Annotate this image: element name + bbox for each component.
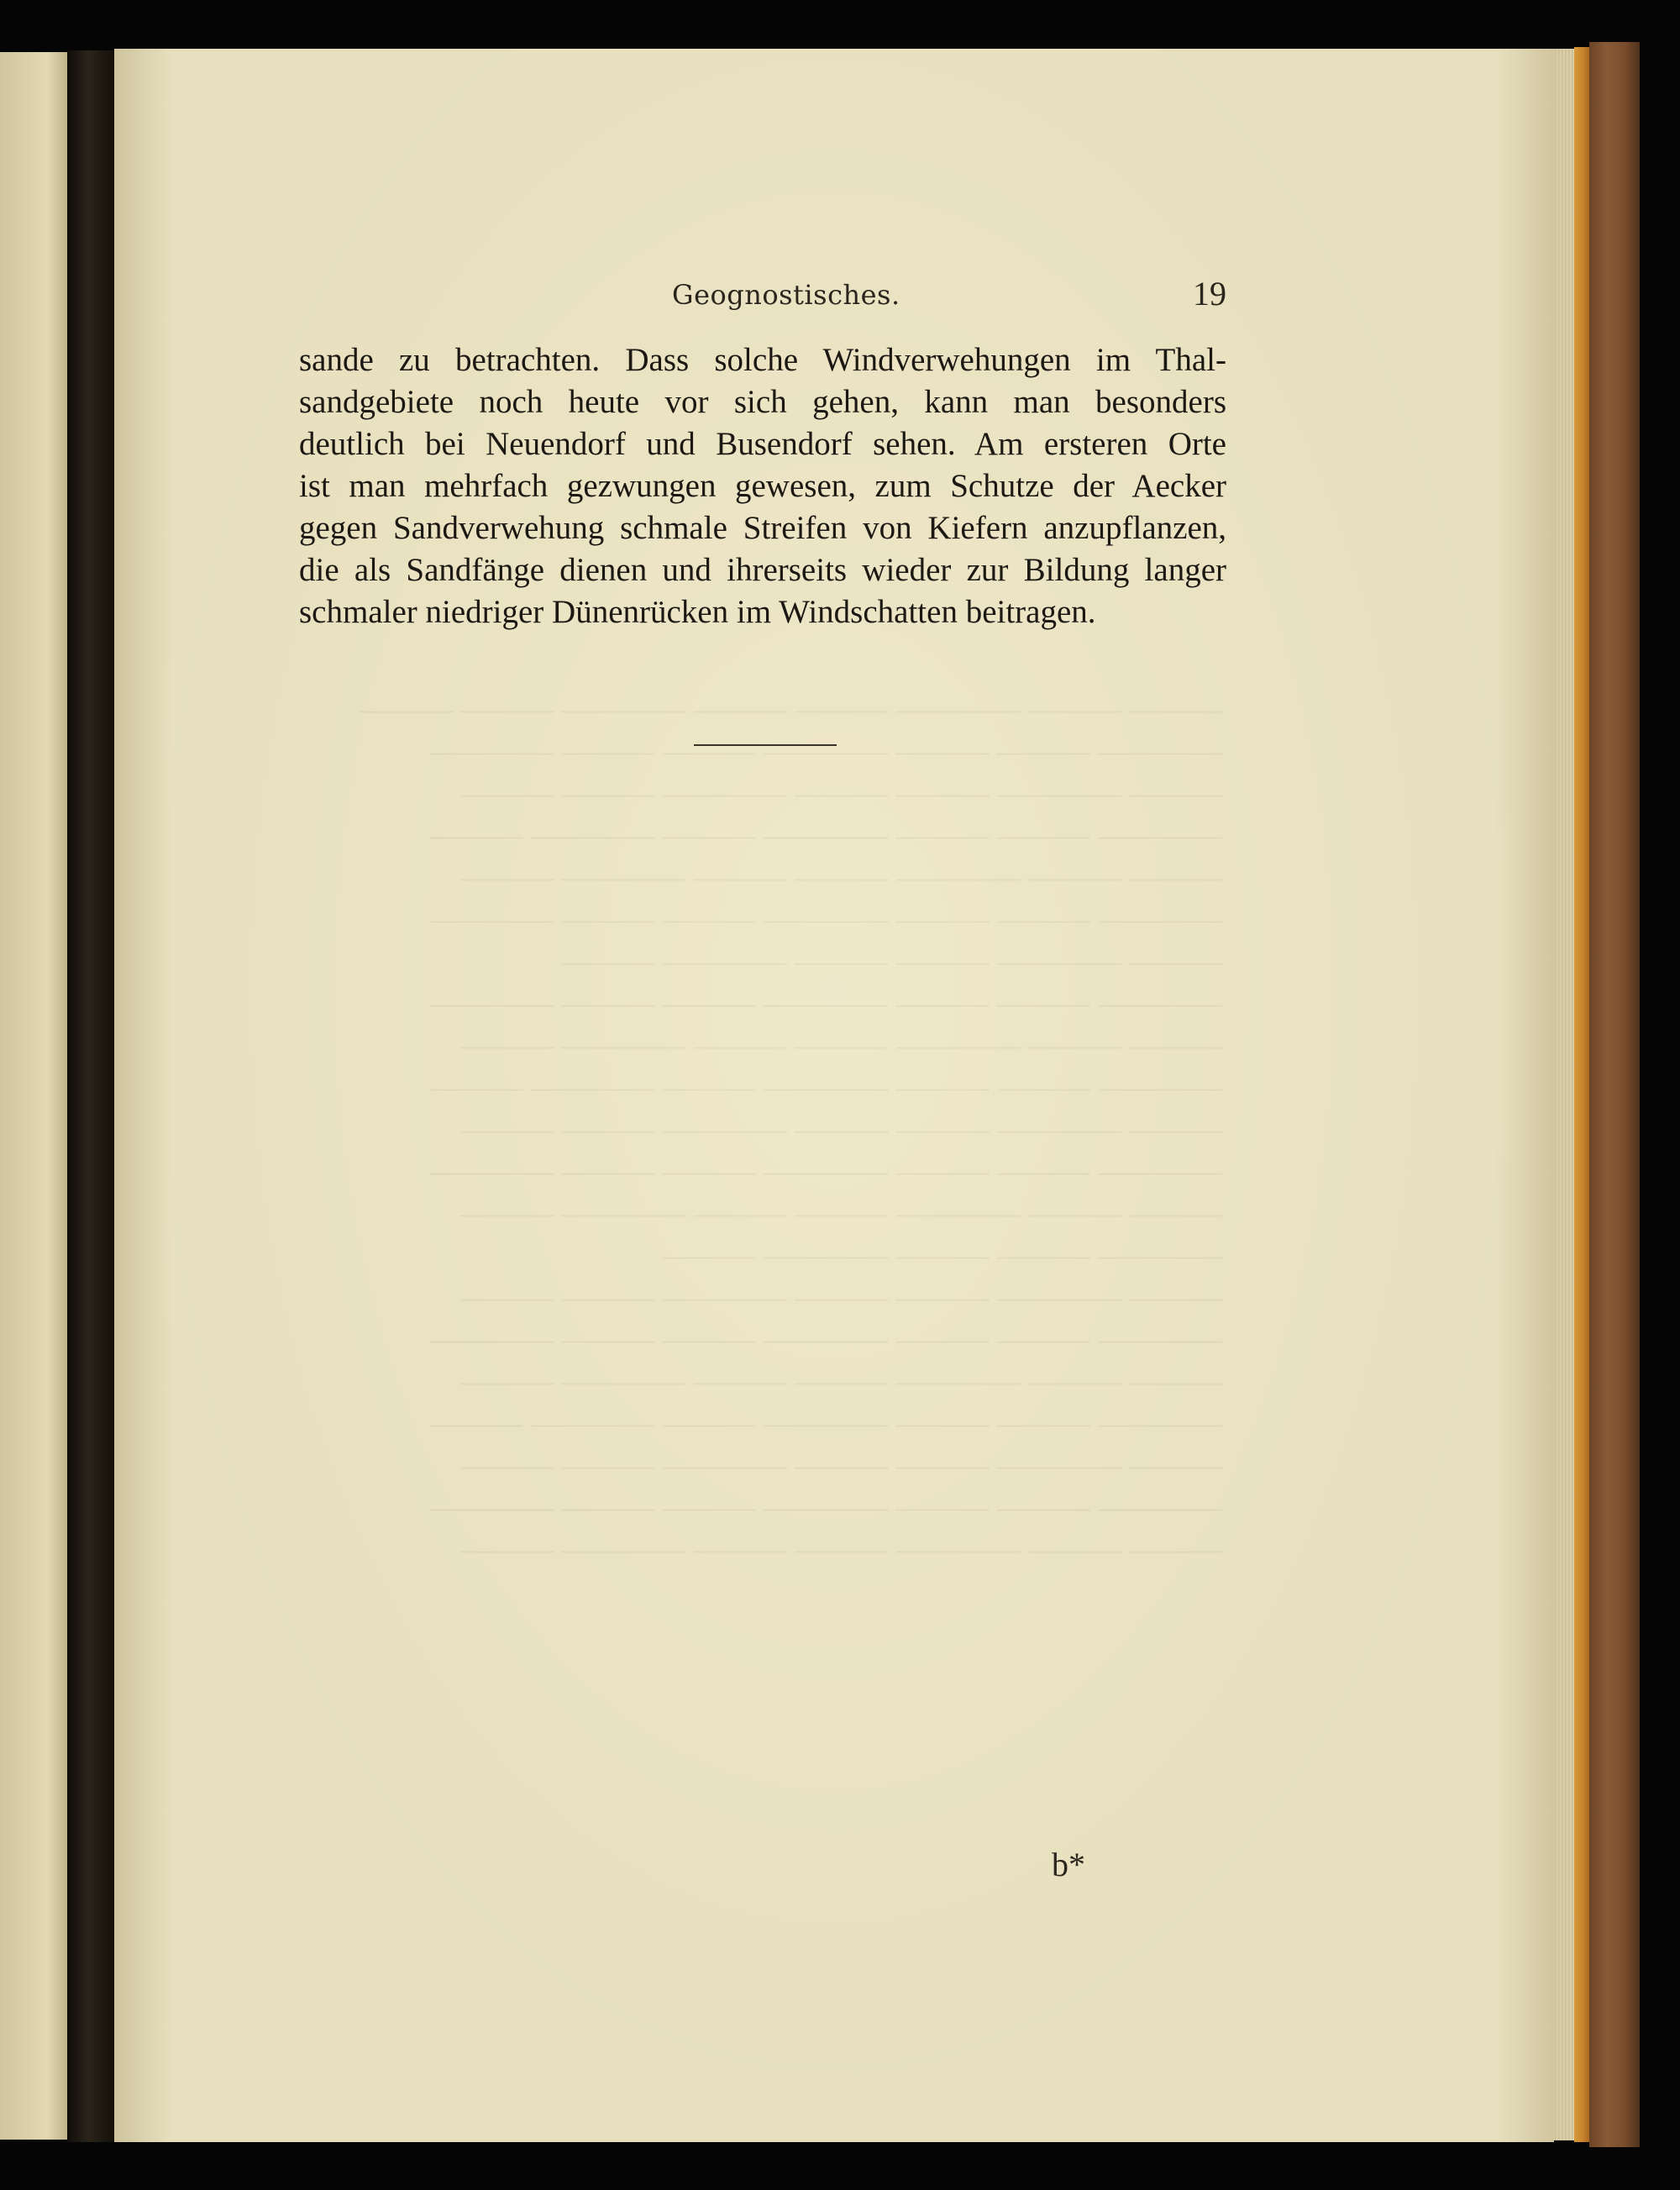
book-gutter <box>67 50 114 2142</box>
section-divider-rule <box>694 744 837 746</box>
text-line: ist man mehrfach gezwungen gewesen, zum Schutze der Aecker <box>299 468 1226 504</box>
text-line: schmaler niedriger Dünenrücken im Windschatten beitragen. <box>299 594 1096 630</box>
book-cover-edge <box>1589 42 1640 2147</box>
body-paragraph <box>299 339 1226 633</box>
text-line: die als Sandfänge dienen und ihrerseits wieder zur Bildung langer <box>299 552 1226 588</box>
signature-mark: b* <box>1052 1846 1085 1883</box>
text-line: sande zu betrachten. Dass solche Windverwehungen im Thal- <box>299 342 1226 378</box>
running-head: Geognostisches. <box>672 279 900 311</box>
left-page-edge <box>0 52 67 2140</box>
colored-page-edge <box>1574 47 1589 2142</box>
page-block-edges <box>1554 49 1574 2140</box>
text-line: sandgebiete noch heute vor sich gehen, kann man besonders <box>299 384 1226 420</box>
page-number: 19 <box>1193 275 1226 312</box>
text-line: gegen Sandverwehung schmale Streifen von Kiefern anzupflanzen, <box>299 510 1226 546</box>
text-line: deutlich bei Neuendorf und Busendorf sehen. Am ersteren Orte <box>299 426 1226 462</box>
